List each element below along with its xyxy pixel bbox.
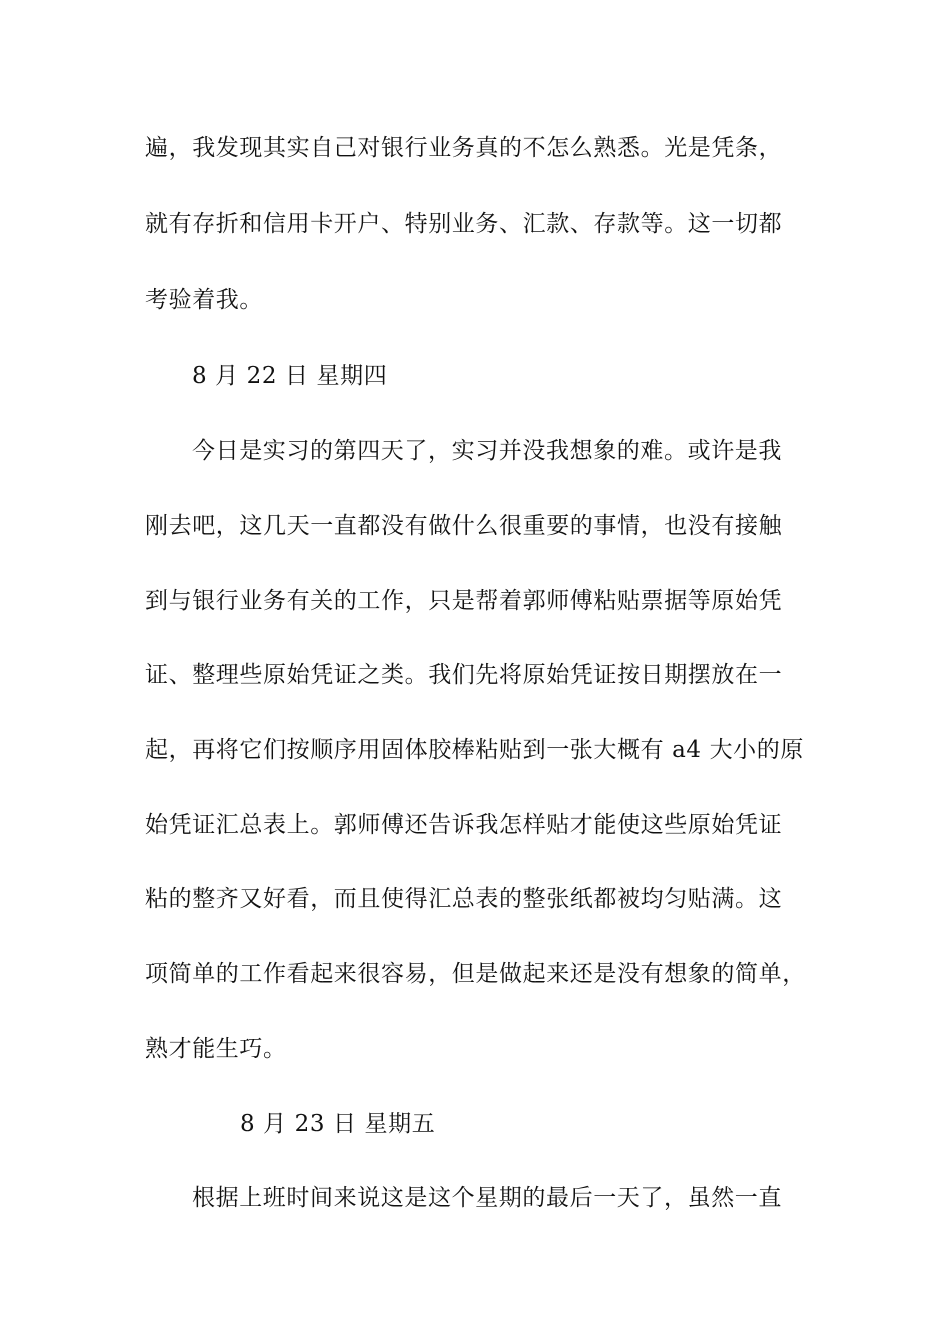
paragraph-line: 起，再将它们按顺序用固体胶棒粘贴到一张大概有 a4 大小的原 bbox=[145, 737, 804, 763]
paragraph-line: 刚去吧，这几天一直都没有做什么很重要的事情，也没有接触 bbox=[145, 513, 783, 539]
paragraph-line: 根据上班时间来说这是这个星期的最后一天了，虽然一直 bbox=[192, 1185, 782, 1211]
paragraph-line: 粘的整齐又好看，而且使得汇总表的整张纸都被均匀贴满。这 bbox=[145, 886, 783, 912]
paragraph-line: 考验着我。 bbox=[145, 287, 263, 313]
paragraph-line: 项简单的工作看起来很容易，但是做起来还是没有想象的简单， bbox=[145, 961, 806, 987]
paragraph-line: 今日是实习的第四天了，实习并没我想象的难。或许是我 bbox=[192, 438, 782, 464]
date-heading: 8 月 23 日 星期五 bbox=[240, 1111, 436, 1137]
date-heading: 8 月 22 日 星期四 bbox=[192, 363, 388, 389]
paragraph-line: 证、整理些原始凭证之类。我们先将原始凭证按日期摆放在一 bbox=[145, 662, 783, 688]
paragraph-line: 遍，我发现其实自己对银行业务真的不怎么熟悉。光是凭条， bbox=[145, 135, 783, 161]
paragraph-line: 到与银行业务有关的工作，只是帮着郭师傅粘贴票据等原始凭 bbox=[145, 588, 783, 614]
paragraph-line: 熟才能生巧。 bbox=[145, 1036, 287, 1062]
paragraph-line: 就有存折和信用卡开户、特别业务、汇款、存款等。这一切都 bbox=[145, 211, 783, 237]
paragraph-line: 始凭证汇总表上。郭师傅还告诉我怎样贴才能使这些原始凭证 bbox=[145, 812, 783, 838]
